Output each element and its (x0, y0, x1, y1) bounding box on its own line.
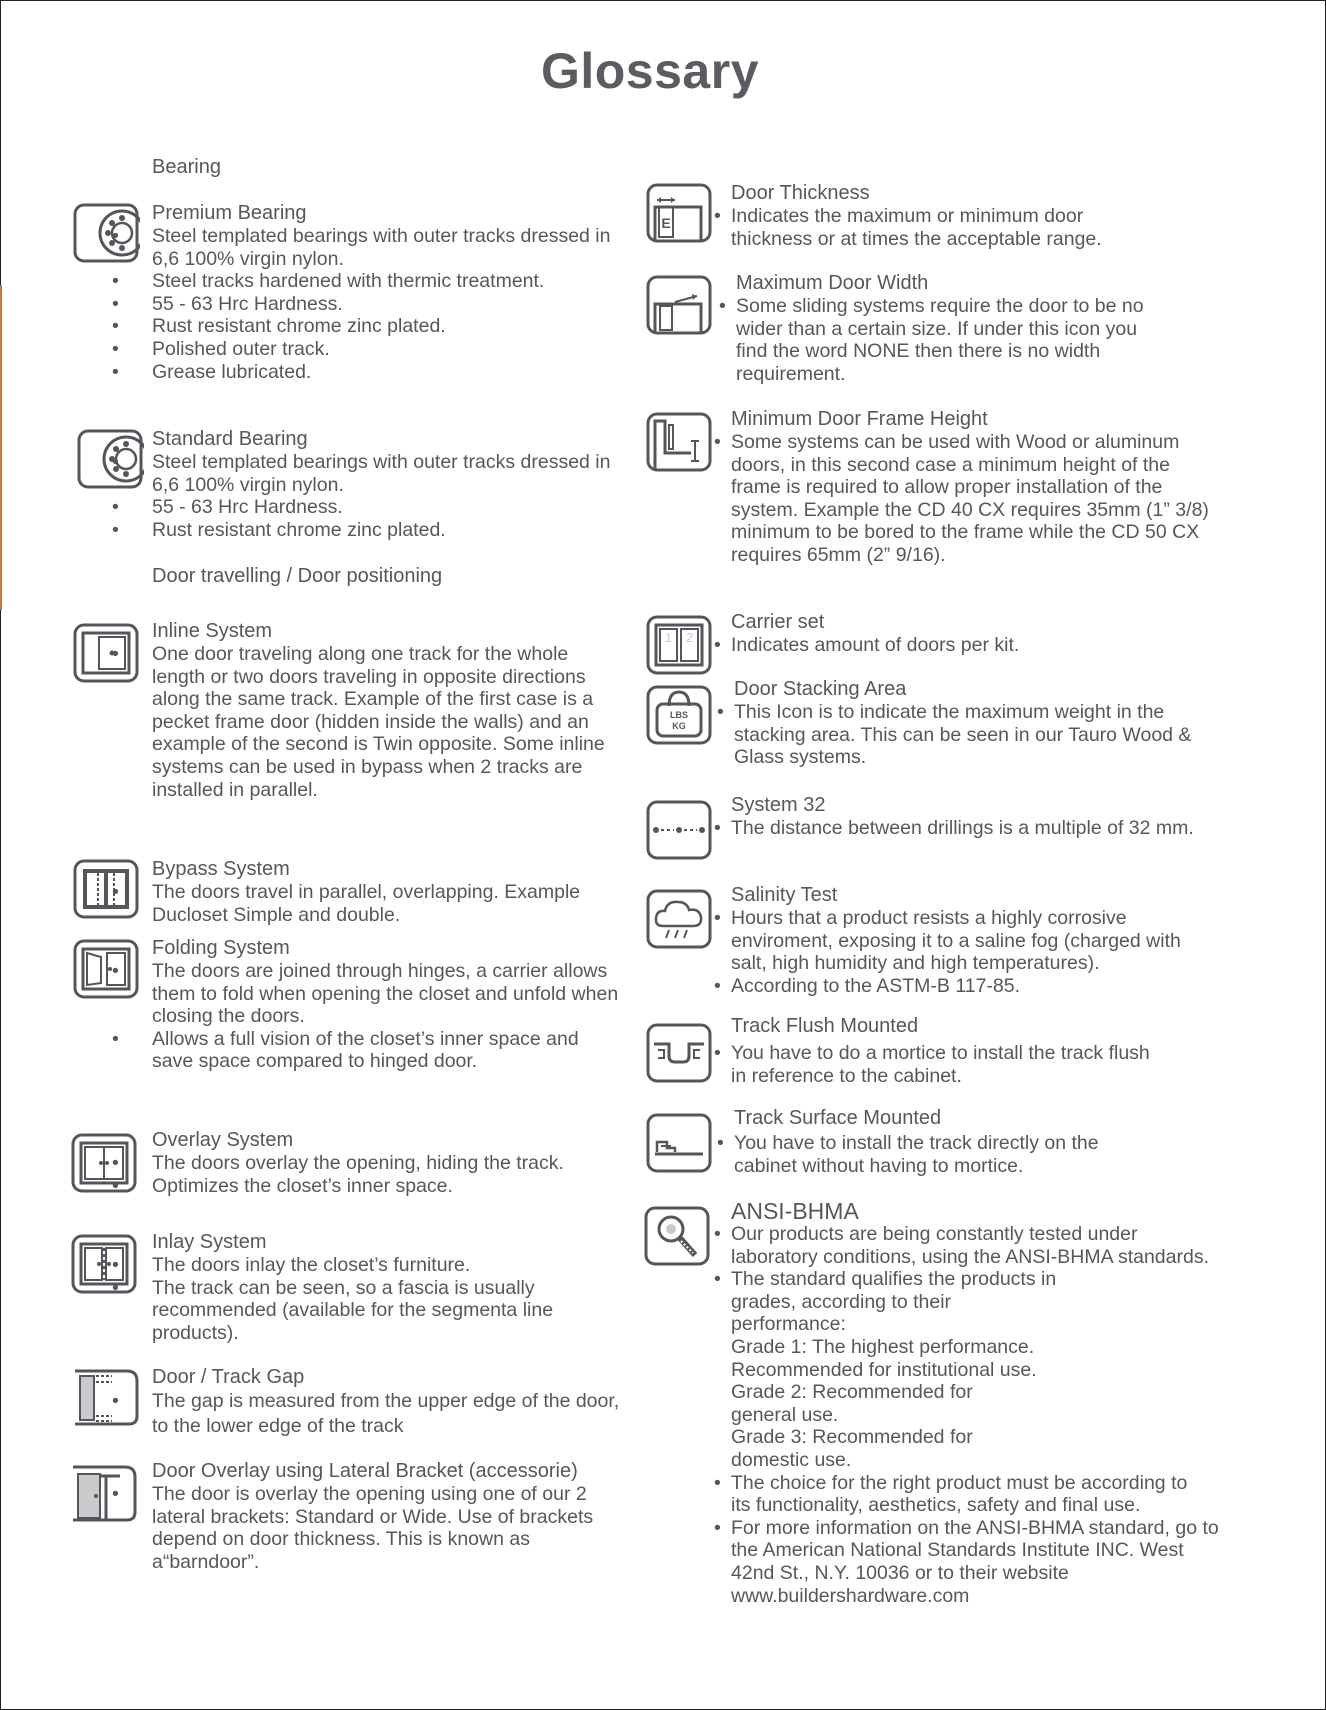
inlay-system-title: Inlay System (152, 1231, 267, 1253)
list-item (676, 1268, 1261, 1471)
list-item: • 55 - 63 Hrc Hardness. (74, 293, 622, 316)
list-item: • The gap is measured from the upper edge of the door, to the lower edge of the track (74, 1389, 622, 1439)
list-item: • This Icon is to indicate the maximum weight in the stacking area. This can be seen in our Tauro Wood & Glass systems. (679, 701, 1254, 769)
door-stacking-title: Door Stacking Area (734, 678, 907, 700)
edge-mark (0, 285, 2, 610)
max-door-width-title: Maximum Door Width (736, 272, 929, 294)
ansi-grade-1: Grade 1: The highest performance. Recommended for institutional use. (731, 1335, 1037, 1381)
lateral-bracket-title: Door Overlay using Lateral Bracket (accessorie) (152, 1460, 578, 1482)
section-door-travelling: Door travelling / Door positioning (152, 565, 443, 587)
standard-bearing-title: Standard Bearing (152, 428, 308, 450)
list-item: • The doors travel in parallel, overlapping. Example Ducloset Simple and double. (74, 881, 622, 926)
list-item: • Our products are being constantly tested under laboratory conditions, using the ANSI-BHMA standards. (676, 1223, 1261, 1268)
list-item: • The door is overlay the opening using one of our 2 lateral brackets: Standard or Wide. Use of brackets depend on door thickness. This is known as a“barndoor”. (74, 1483, 632, 1573)
list-item: • You have to install the track directly on the cabinet without having to mortice. (679, 1132, 1254, 1177)
list-item: • Some systems can be used with Wood or aluminum doors, in this second case a minimum height of the frame is required to allow proper installation of the system. Example the CD 40 CX requires 35mm (1” 3/8) minimum to be bored to the frame while the CD 50 CX requires 65mm (2” 9/16). (676, 431, 1261, 567)
list-item: • Grease lubricated. (74, 361, 622, 384)
list-item: • The doors inlay the closet’s furniture. (74, 1254, 622, 1277)
svg-text:E: E (661, 215, 671, 231)
list-item: • Indicates amount of doors per kit. (676, 634, 1251, 657)
system-32-title: System 32 (731, 794, 826, 816)
list-item: • The distance between drillings is a multiple of 32 mm. (676, 817, 1251, 840)
ansi-grade-3: Grade 3: Recommended for domestic use. (731, 1426, 973, 1471)
door-track-gap-title: Door / Track Gap (152, 1366, 305, 1388)
list-item: • Polished outer track. (74, 338, 622, 361)
list-item: • The choice for the right product must be according to its functionality, aesthetics, safety and final use. (676, 1472, 1261, 1517)
list-item: • Indicates the maximum or minimum door thickness or at times the acceptable range. (676, 205, 1251, 250)
track-flush-title: Track Flush Mounted (731, 1015, 919, 1037)
list-item: • You have to do a mortice to install the track flush in reference to the cabinet. (676, 1042, 1251, 1087)
list-item: • According to the ASTM-B 117-85. (676, 975, 1261, 998)
salinity-test-title: Salinity Test (731, 884, 838, 906)
list-item: • The doors are joined through hinges, a carrier allows them to fold when opening the closet and unfold when closing the doors. (74, 960, 622, 1028)
page-title: Glossary (540, 43, 759, 99)
frame-height-title: Minimum Door Frame Height (731, 408, 988, 430)
inline-system-title: Inline System (152, 620, 273, 642)
section-bearing: Bearing (152, 156, 221, 178)
bypass-system-title: Bypass System (152, 858, 290, 880)
list-item: • Allows a full vision of the closet’s inner space and save space compared to hinged door. (74, 1028, 622, 1073)
ansi-grade-2: Grade 2: Recommended for general use. (731, 1381, 973, 1426)
list-item: • Some sliding systems require the door to be no wider than a certain size. If under this icon you find the word NONE then there is no width requirement. (681, 295, 1256, 385)
list-item: • The track can be seen, so a fascia is usually recommended (available for the segmenta line products). (74, 1277, 622, 1345)
list-item: • Optimizes the closet’s inner space. (74, 1175, 622, 1198)
premium-bearing-title: Premium Bearing (152, 202, 307, 224)
list-item: • 55 - 63 Hrc Hardness. (74, 496, 622, 519)
list-item: • Rust resistant chrome zinc plated. (74, 315, 622, 338)
list-item: • The doors overlay the opening, hiding the track. (74, 1152, 622, 1175)
list-item: • Rust resistant chrome zinc plated. (74, 519, 622, 542)
carrier-label-1: 1 (665, 630, 673, 645)
list-item: • For more information on the ANSI-BHMA standard, go to the American National Standards Institute INC. West 42nd St., N.Y. 10036 or to their website www.buildershardware.com (676, 1517, 1261, 1607)
door-thickness-title: Door Thickness (731, 182, 870, 204)
ansi-grades-intro: • The standard qualifies the products in grades, according to their performance: (731, 1268, 1057, 1336)
carrier-set-title: Carrier set (731, 611, 825, 633)
overlay-system-title: Overlay System (152, 1129, 294, 1151)
weight-label-lbs: LBS (670, 710, 688, 720)
list-item: • Steel templated bearings with outer tracks dressed in 6,6 100% virgin nylon. (74, 225, 622, 270)
list-item: • Hours that a product resists a highly corrosive enviroment, exposing it to a saline fog (charged with salt, high humidity and high temperatures). (676, 907, 1261, 975)
ansi-bhma-title: ANSI-BHMA (731, 1198, 859, 1224)
list-item: • One door traveling along one track for the whole length or two doors traveling in opposite directions along the same track. Example of the first case is a pecket frame door (hidden inside the walls) and an example of the second is Twin opposite. Some inline systems can be used in bypass when 2 tracks are installed in parallel. (74, 643, 622, 801)
weight-label-kg: KG (672, 721, 686, 731)
list-item: • Steel tracks hardened with thermic treatment. (74, 270, 622, 293)
folding-system-title: Folding System (152, 937, 290, 959)
carrier-label-2: 2 (686, 630, 694, 645)
track-surface-title: Track Surface Mounted (734, 1107, 942, 1129)
list-item: • Steel templated bearings with outer tracks dressed in 6,6 100% virgin nylon. (74, 451, 622, 496)
